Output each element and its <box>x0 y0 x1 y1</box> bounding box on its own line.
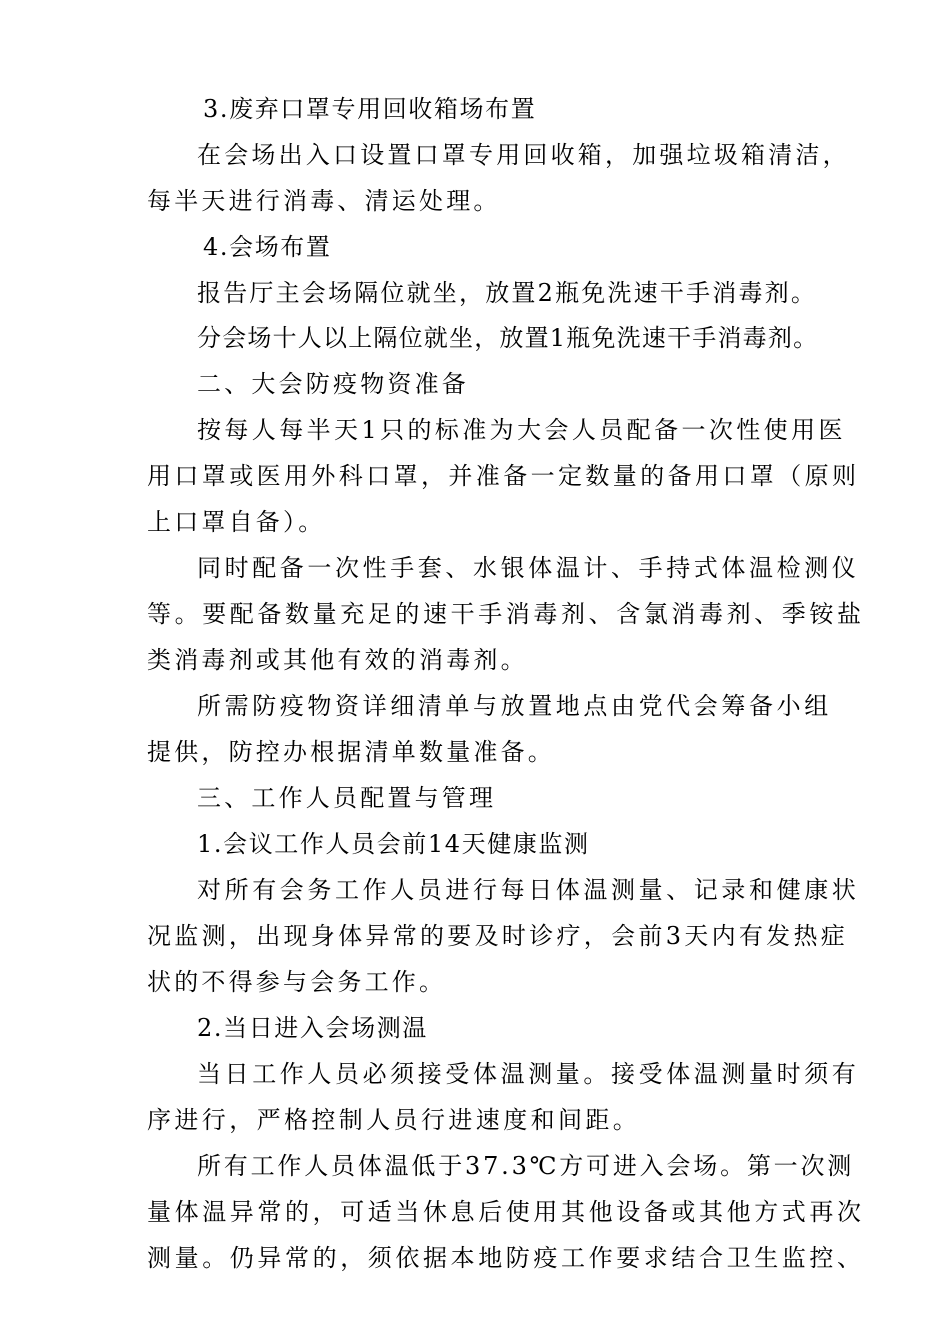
subheading-health-monitoring: 1.会议工作人员会前14天健康监测 <box>197 830 590 858</box>
paragraph-line: 用口罩或医用外科口罩，并准备一定数量的备用口罩（原则 <box>147 462 860 490</box>
paragraph-line: 量体温异常的，可适当休息后使用其他设备或其他方式再次 <box>147 1198 865 1226</box>
paragraph-line: 按每人每半天1只的标准为大会人员配备一次性使用医 <box>197 416 846 444</box>
section-heading-supplies: 二、大会防疫物资准备 <box>197 370 469 398</box>
paragraph-line: 当日工作人员必须接受体温测量。接受体温测量时须有 <box>197 1060 860 1088</box>
subheading-entry-temperature: 2.当日进入会场测温 <box>197 1014 428 1042</box>
subheading-venue-layout: 4.会场布置 <box>203 233 332 261</box>
paragraph-line: 所有工作人员体温低于37.3℃方可进入会场。第一次测 <box>197 1152 855 1180</box>
paragraph-line: 同时配备一次性手套、水银体温计、手持式体温检测仪 <box>197 554 860 582</box>
paragraph-line: 分会场十人以上隔位就坐，放置1瓶免洗速干手消毒剂。 <box>197 324 819 352</box>
section-heading-staff: 三、工作人员配置与管理 <box>197 784 497 812</box>
paragraph-line: 对所有会务工作人员进行每日体温测量、记录和健康状 <box>197 876 860 904</box>
paragraph-line: 上口罩自备）。 <box>147 508 326 536</box>
subheading-waste-mask-bins: 3.废弃口罩专用回收箱场布置 <box>203 95 537 123</box>
paragraph-line: 况监测，出现身体异常的要及时诊疗，会前3天内有发热症 <box>147 922 849 950</box>
paragraph-line: 类消毒剂或其他有效的消毒剂。 <box>147 646 528 674</box>
paragraph-line: 测量。仍异常的，须依据本地防疫工作要求结合卫生监控、 <box>147 1244 865 1272</box>
paragraph-line: 每半天进行消毒、清运处理。 <box>147 187 501 215</box>
paragraph-line: 在会场出入口设置口罩专用回收箱，加强垃圾箱清洁， <box>197 141 850 169</box>
paragraph-line: 序进行，严格控制人员行进速度和间距。 <box>147 1106 641 1134</box>
paragraph-line: 等。要配备数量充足的速干手消毒剂、含氯消毒剂、季铵盐 <box>147 600 865 628</box>
paragraph-line: 提供，防控办根据清单数量准备。 <box>147 738 555 766</box>
paragraph-line: 状的不得参与会务工作。 <box>147 968 447 996</box>
paragraph-line: 报告厅主会场隔位就坐，放置2瓶免洗速干手消毒剂。 <box>197 279 818 307</box>
paragraph-line: 所需防疫物资详细清单与放置地点由党代会筹备小组 <box>197 692 832 720</box>
